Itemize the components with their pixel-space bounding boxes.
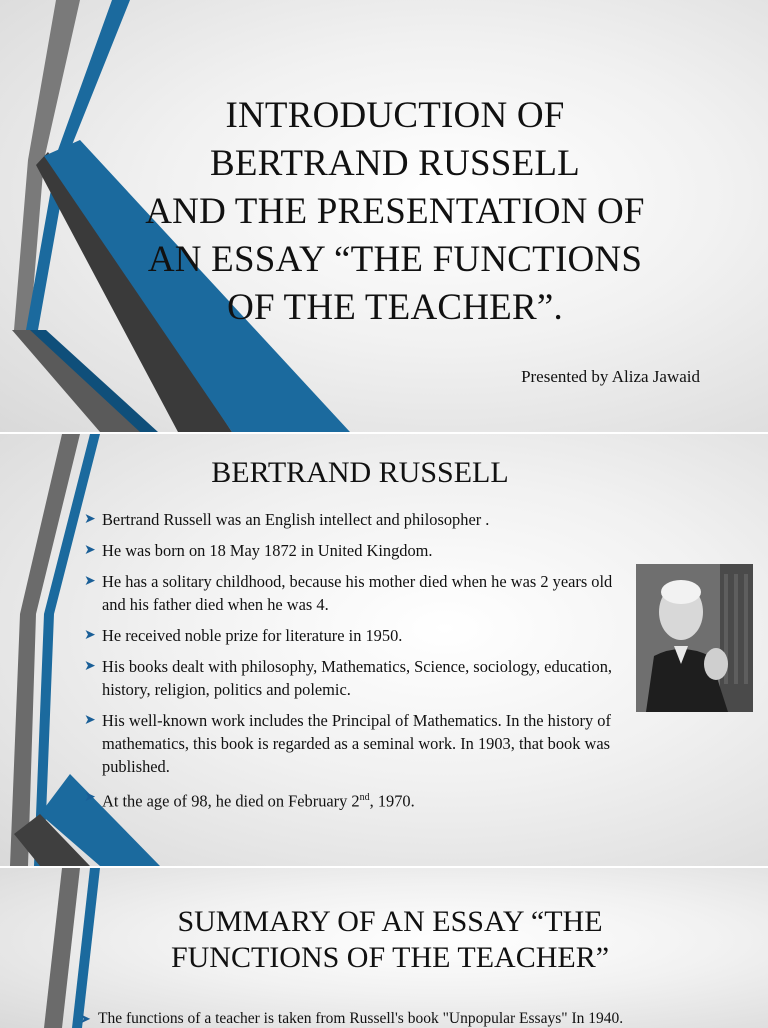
bullet-text-before: At the age of 98, he died on February 2 [102,791,360,811]
arrow-bullet-icon: ➤ [80,1011,91,1026]
list-item [84,709,629,778]
title-line: INTRODUCTION OF [225,95,565,136]
ordinal-superscript: nd [359,792,370,803]
bullet-text-after: , 1970. [369,791,415,811]
arrow-bullet-icon: ➤ [84,574,96,589]
arrow-bullet-icon: ➤ [84,713,96,728]
bullet-text: His books dealt with philosophy, Mathematics, Science, sociology, education, history, religion, politics and polemic. [102,657,612,699]
list-item [84,570,629,616]
slide-title: BERTRAND RUSSELL [211,456,509,489]
list-item [80,1008,760,1028]
summary-slide [0,868,768,1028]
slide-title [150,904,630,976]
arrow-bullet-icon: ➤ [84,543,96,558]
bullet-text: Bertrand Russell was an English intellect and philosopher . [102,510,490,529]
biography-slide [0,434,768,866]
list-item [84,655,629,701]
title-line: BERTRAND RUSSELL [210,143,580,184]
russell-portrait-photo [636,564,753,712]
title-slide [0,0,768,432]
summary-list [80,1008,760,1028]
biography-list [84,508,629,820]
list-item [84,508,629,531]
arrow-bullet-icon: ➤ [84,628,96,643]
bullet-text: He received noble prize for literature in 1950. [102,626,403,645]
title-line: OF THE TEACHER”. [227,287,563,328]
list-item [84,539,629,562]
title-line: SUMMARY OF AN ESSAY “THE [177,905,603,938]
title-line: AND THE PRESENTATION OF [145,191,645,232]
arrow-bullet-icon: ➤ [84,659,96,674]
arrow-bullet-icon: ➤ [84,790,96,805]
bullet-text: The functions of a teacher is taken from Russell's book "Unpopular Essays" In 1940. [98,1010,624,1027]
bullet-text: He was born on 18 May 1872 in United Kingdom. [102,541,433,560]
title-line: AN ESSAY “THE FUNCTIONS [147,239,643,280]
presenter-name: Presented by Aliza Jawaid [521,367,700,386]
bullet-text: His well-known work includes the Principal of Mathematics. In the history of mathematics, this book is regarded as a seminal work. In 1903, that book was published. [102,711,611,776]
list-item [84,624,629,647]
list-item [84,786,629,812]
bullet-text: He has a solitary childhood, because his mother died when he was 2 years old and his father died when he was 4. [102,572,613,614]
presentation-title [120,92,670,332]
title-line: FUNCTIONS OF THE TEACHER” [170,941,610,974]
gray-stripe [44,868,80,1028]
arrow-bullet-icon: ➤ [84,512,96,527]
